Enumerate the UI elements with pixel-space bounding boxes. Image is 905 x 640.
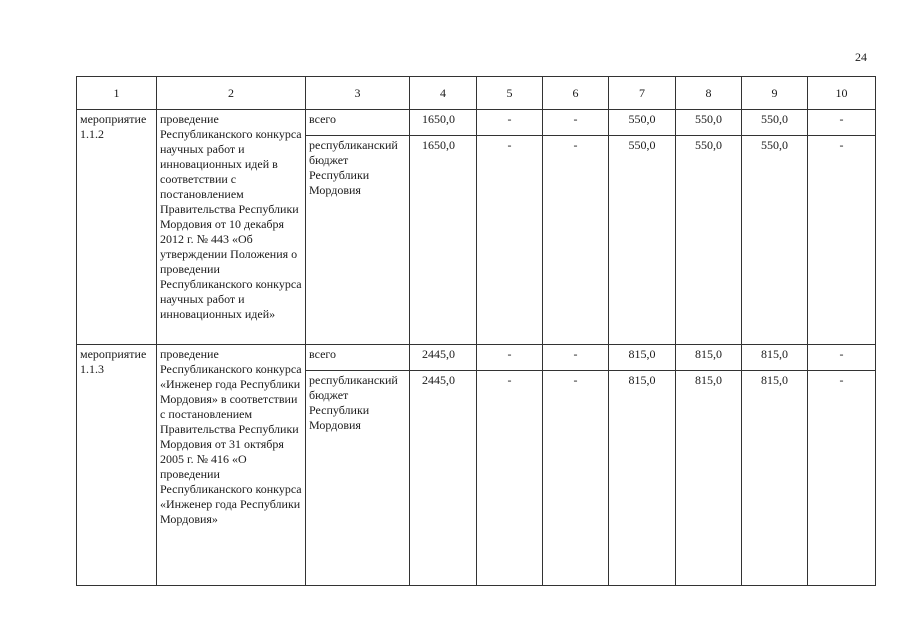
value-cell: 815,0: [676, 371, 742, 586]
value-cell: 550,0: [742, 110, 808, 136]
value-cell: -: [543, 371, 609, 586]
header-cell: 3: [306, 77, 410, 110]
total-cell: 1650,0: [410, 136, 477, 345]
total-cell: 2445,0: [410, 371, 477, 586]
source-cell: республиканский бюджет Республики Мордовия: [306, 136, 410, 345]
value-cell: 550,0: [609, 136, 676, 345]
value-cell: -: [477, 371, 543, 586]
header-cell: 2: [157, 77, 306, 110]
description-cell: проведение Республиканского конкурса «Инженер года Республики Мордовия» в соответствии с постановлением Правительства Республики Мордовия от 31 октября 2005 г. № 416 «О проведении Республиканского конкурса «Инженер года Республики Мордовия»: [157, 345, 306, 586]
header-cell: 5: [477, 77, 543, 110]
header-cell: 4: [410, 77, 477, 110]
value-cell: 815,0: [609, 345, 676, 371]
value-cell: -: [543, 136, 609, 345]
value-cell: -: [543, 345, 609, 371]
table-row: [77, 345, 876, 371]
value-cell: 550,0: [742, 136, 808, 345]
value-cell: 815,0: [676, 345, 742, 371]
page-number: 24: [855, 50, 867, 64]
header-cell: 6: [543, 77, 609, 110]
header-cell: 10: [808, 77, 876, 110]
value-cell: 550,0: [676, 110, 742, 136]
total-cell: 2445,0: [410, 345, 477, 371]
description-cell: проведение Республиканского конкурса научных работ и инновационных идей в соответствии с постановлением Правительства Республики Мордовия от 10 декабря 2012 г. № 443 «Об утверждении Положения о проведении Республиканского конкурса научных работ и инновационных идей»: [157, 110, 306, 345]
budget-table: [76, 76, 876, 586]
source-cell: всего: [306, 345, 410, 371]
value-cell: 815,0: [742, 345, 808, 371]
table-header-row: [77, 77, 876, 110]
value-cell: -: [477, 345, 543, 371]
table-row: [77, 110, 876, 136]
value-cell: -: [808, 136, 876, 345]
value-cell: -: [477, 136, 543, 345]
value-cell: -: [808, 371, 876, 586]
value-cell: 815,0: [742, 371, 808, 586]
header-cell: 7: [609, 77, 676, 110]
total-cell: 1650,0: [410, 110, 477, 136]
value-cell: 550,0: [676, 136, 742, 345]
event-cell: мероприятие 1.1.2: [77, 110, 157, 345]
source-cell: всего: [306, 110, 410, 136]
value-cell: 550,0: [609, 110, 676, 136]
value-cell: 815,0: [609, 371, 676, 586]
header-cell: 9: [742, 77, 808, 110]
value-cell: -: [477, 110, 543, 136]
header-cell: 1: [77, 77, 157, 110]
event-cell: мероприятие 1.1.3: [77, 345, 157, 586]
source-cell: республиканский бюджет Республики Мордовия: [306, 371, 410, 586]
value-cell: -: [543, 110, 609, 136]
header-cell: 8: [676, 77, 742, 110]
value-cell: -: [808, 110, 876, 136]
value-cell: -: [808, 345, 876, 371]
